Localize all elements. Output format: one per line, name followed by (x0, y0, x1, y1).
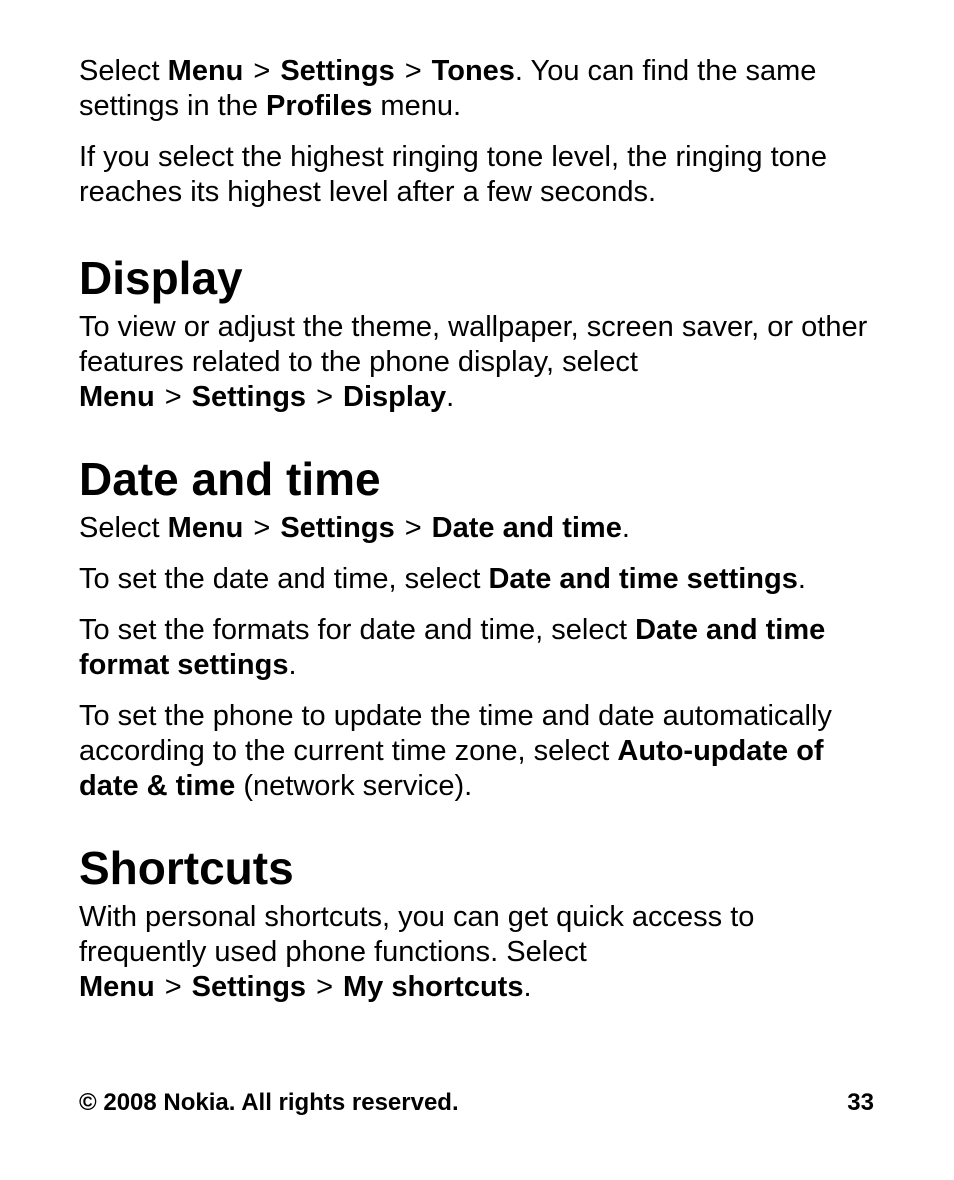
my-shortcuts-term: My shortcuts (343, 971, 524, 1003)
date-time-format-paragraph (79, 613, 879, 683)
text-run: With personal shortcuts, you can get quick access to frequently used phone functions. Select (79, 901, 755, 968)
path-separator: > (404, 55, 422, 87)
path-separator: > (253, 512, 271, 544)
menu-term: Menu (167, 55, 244, 87)
settings-term: Settings (191, 381, 307, 413)
shortcuts-section (79, 842, 879, 1005)
auto-update-paragraph (79, 699, 879, 804)
date-and-time-format-settings-term: Date and time format settings (79, 614, 826, 681)
display-term: Display (343, 381, 447, 413)
tones-path-paragraph (79, 54, 879, 124)
copyright-notice: © 2008 Nokia. All rights reserved. (79, 1089, 459, 1116)
date-time-heading: Date and time (79, 453, 381, 505)
settings-term: Settings (280, 512, 395, 544)
text-run: To set the phone to update the time and date automatically according to the current time zone, select (79, 700, 832, 767)
text-run: . (621, 512, 630, 544)
menu-term: Menu (167, 512, 244, 544)
tones-section (79, 54, 879, 210)
text-run: To set the date and time, select (79, 563, 489, 595)
path-separator: > (404, 512, 422, 544)
menu-term: Menu (79, 971, 155, 1003)
settings-term: Settings (191, 971, 307, 1003)
text-run: Select (79, 512, 168, 544)
tones-term: Tones (431, 55, 515, 87)
text-run: . (797, 563, 806, 595)
manual-page (79, 54, 879, 1005)
text-run: To set the formats for date and time, select (79, 614, 636, 646)
text-run: . (446, 381, 455, 413)
date-time-section (79, 453, 879, 804)
display-paragraph (79, 310, 879, 415)
path-separator: > (316, 381, 333, 413)
text-run: Select (79, 55, 168, 87)
page-number: 33 (847, 1089, 874, 1116)
text-run: (network service). (235, 770, 473, 802)
text-run: To view or adjust the theme, wallpaper, screen saver, or other features related to the phone display, select (79, 311, 868, 378)
auto-update-term: Auto-update of date & time (79, 735, 824, 802)
shortcuts-heading: Shortcuts (79, 842, 294, 894)
profiles-term: Profiles (266, 90, 373, 122)
text-run: menu. (372, 90, 462, 122)
path-separator: > (316, 971, 333, 1003)
text-run: . (523, 971, 532, 1003)
settings-term: Settings (280, 55, 395, 87)
page-footer (79, 1088, 874, 1118)
display-heading: Display (79, 252, 243, 304)
text-run: . (288, 649, 297, 681)
date-time-settings-paragraph (79, 562, 879, 597)
date-time-path-paragraph (79, 511, 879, 546)
display-section (79, 252, 879, 415)
shortcuts-paragraph (79, 900, 879, 1005)
date-and-time-term: Date and time (431, 512, 622, 544)
ringing-tone-paragraph: If you select the highest ringing tone level, the ringing tone reaches its highest level after a few seconds. (79, 141, 828, 208)
menu-term: Menu (79, 381, 155, 413)
text-run: . You can find the same settings in the (79, 55, 817, 122)
date-and-time-settings-term: Date and time settings (488, 563, 798, 595)
path-separator: > (164, 381, 182, 413)
path-separator: > (164, 971, 182, 1003)
path-separator: > (253, 55, 271, 87)
